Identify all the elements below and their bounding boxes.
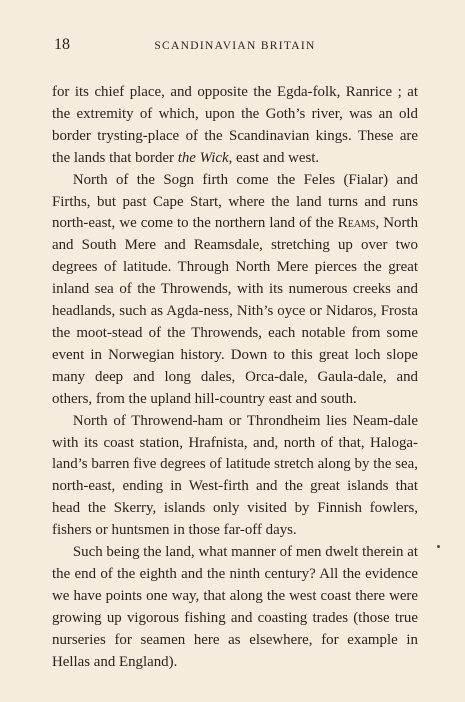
paragraph-3: North of Throwend-ham or Throndheim lies Neam-dale with its coast station, Hrafnista, and, north of that, Haloga-land’s barren five degrees of latitude stretch along by the sea, north-east, ending in West-firth and the great islands that head the Skerry, islands only visited by Finnish fowlers, fishers or huntsmen in those far-off days. <box>52 412 418 539</box>
paragraph-1-text-b: , east and west. <box>228 149 320 166</box>
book-page <box>52 36 418 673</box>
page-header <box>52 36 418 62</box>
paragraph-4: Such being the land, what manner of men dwelt therein at the end of the eighth and the ninth century? All the evidence we have points one way, that along the west coast there were growing up vigorous fishing and coasting trades (those true nurseries for seamen here as elsewhere, for example in Hellas and England). <box>52 544 418 670</box>
page-number: 18 <box>54 36 70 53</box>
paragraph-2-text-b: , North and South Mere and Reamsdale, stretching up over two degrees of latitude. Through North Mere pierces the great inland sea of the Throwends, with its numerous creeks and headlands, such as Agda-ness, Nith’s oyce or Nidaros, Frosta the moot-stead of the Throwends, each notable from some event in Norwegian history. Down to this great loch slope many deep and long dales, Orca-dale, Gaula-dale, and others, from the upland hill-country east and south. <box>52 215 419 407</box>
paragraph-2 <box>52 170 418 411</box>
body-text <box>52 82 418 673</box>
paragraph-1-text-a: for its chief place, and opposite the Egda-folk, Ranrice ; at the extremity of which, upon the Goth’s river, was an old border trysting-place of the Scandinavian kings. These are the lands that border <box>52 84 418 166</box>
paragraph-1 <box>52 82 418 170</box>
print-speck <box>437 545 440 548</box>
the-wick-italic: the Wick <box>177 149 229 166</box>
reams-small-caps: Reams <box>337 215 376 232</box>
paragraph-2-text-a: North of the Sogn firth come the Feles (Fialar) and Firths, but past Cape Start, where the land turns and runs north-east, we come to the northern land of the <box>52 171 418 232</box>
running-head: SCANDINAVIAN BRITAIN <box>154 40 316 52</box>
